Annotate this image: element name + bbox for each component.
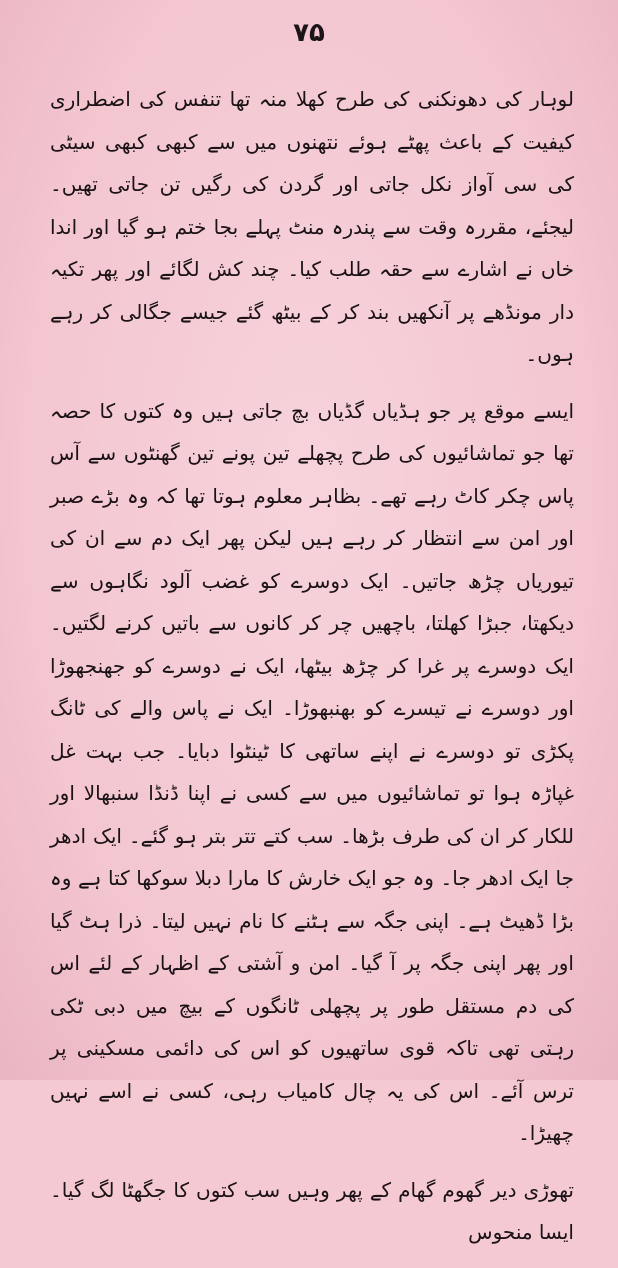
page-body xyxy=(50,78,574,1268)
paragraph: لوہار کی دھونکنی کی طرح کھلا منہ تھا تنفس کی اضطراری کیفیت کے باعث پھٹے ہوئے نتھنوں میں سے کبھی کبھی سیٹی کی سی آواز نکل جاتی اور گردن کی رگیں تن جاتی تھیں۔ لیجئے، مقررہ وقت سے پندرہ منٹ پہلے بجا ختم ہو گیا اور اندا خاں نے اشارے سے حقہ طلب کیا۔ چند کش لگائے اور پھر تکیہ دار مونڈھے پر آنکھیں بند کر کے بیٹھ گئے جیسے جگالی کر رہے ہوں۔ xyxy=(50,87,574,366)
paragraph: ایسے موقع پر جو ہڈیاں گڈیاں بچ جاتی ہیں وہ کتوں کا حصہ تھا جو تماشائیوں کی طرح پچھلے تین پونے تین گھنٹوں سے آس پاس چکر کاٹ رہے تھے۔ بظاہر معلوم ہوتا تھا کہ وہ بڑے صبر اور امن سے انتظار کر رہے ہیں لیکن پھر ایک دم سے ان کی تیوریاں چڑھ جاتیں۔ ایک دوسرے کو غضب آلود نگاہوں سے دیکھتا، جبڑا کھلتا، باچھیں چر کر کانوں سے باتیں کرنے لگتیں۔ ایک دوسرے پر غرا کر چڑھ بیٹھا، ایک نے دوسرے کو جھنجھوڑا اور دوسرے نے تیسرے کو بھنبھوڑا۔ ایک نے پاس والے کی ٹانگ پکڑی تو دوسرے نے اپنے ساتھی کا ٹینٹوا دبایا۔ جب بہت غل غپاڑہ ہوا تو تماشائیوں میں سے کسی نے اپنا ڈنڈا سنبھالا اور للکار کر ان کی طرف بڑھا۔ سب کتے تتر بتر ہو گئے۔ ایک ادھر جا ایک ادھر جا۔ وہ جو ایک خارش کا مارا دبلا سوکھا کتا ہے وہ بڑا ڈھیٹ ہے۔ اپنی جگہ سے ہٹنے کا نام نہیں لیتا۔ ذرا ہٹ گیا اور پھر اپنی جگہ پر آ گیا۔ امن و آشتی کے اظہار کے لئے اس کی دم مستقل طور پر پچھلی ٹانگوں کے بیچ میں دبی ٹکی رہتی تھی تاکہ قوی ساتھیوں کو اس کی دائمی مسکینی پر ترس آئے۔ اس کی یہ چال کامیاب رہی، کسی نے اسے نہیں چھیڑا۔ xyxy=(50,398,574,1145)
page-number: ۷۵ xyxy=(293,18,325,48)
paragraph: تھوڑی دیر گھوم گھام کے پھر وہیں سب کتوں کا جگھٹا لگ گیا۔ ایسا منحوس xyxy=(50,1177,574,1244)
